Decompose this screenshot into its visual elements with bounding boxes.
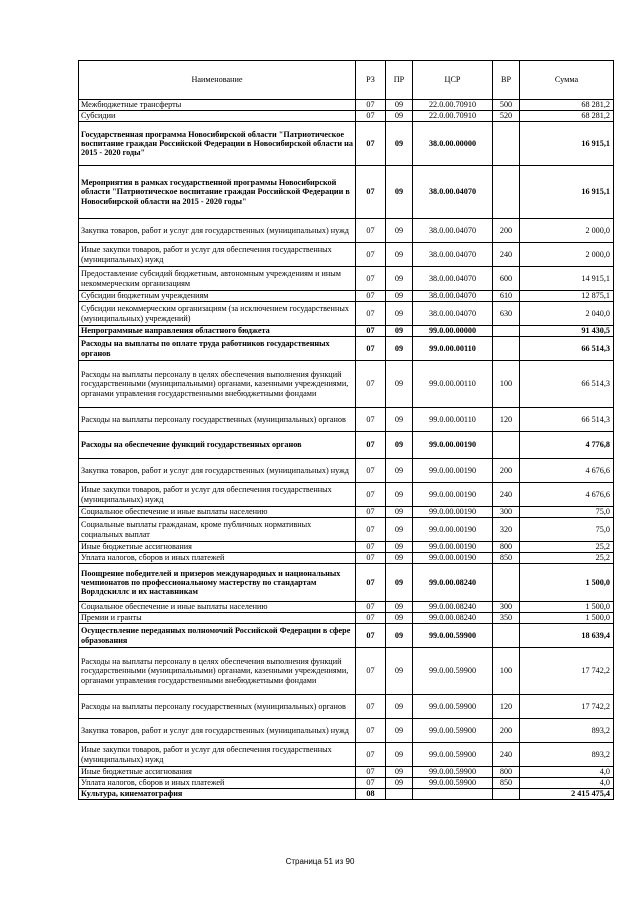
cell-pr: 09 [386,624,413,648]
cell-name: Уплата налогов, сборов и иных платежей [79,553,356,564]
cell-sum: 4,0 [520,767,614,778]
cell-vr [493,432,520,459]
cell-pr: 09 [386,648,413,695]
cell-csr: 99.0.00.00000 [413,326,493,337]
cell-rz: 07 [356,219,386,243]
cell-name: Осуществление переданных полномочий Российской Федерации в сфере образования [79,624,356,648]
cell-vr: 520 [493,111,520,122]
cell-rz: 07 [356,518,386,542]
table-row [79,326,614,337]
cell-sum: 14 915,1 [520,267,614,291]
cell-vr: 200 [493,719,520,743]
table-row [79,564,614,602]
table-row [79,243,614,267]
cell-pr: 09 [386,408,413,432]
cell-vr [493,789,520,800]
table-row [79,219,614,243]
header-csr: ЦСР [413,61,493,100]
cell-pr: 09 [386,767,413,778]
table-row [79,267,614,291]
cell-csr: 38.0.00.00000 [413,122,493,166]
table-row [79,361,614,408]
cell-csr: 99.0.00.08240 [413,564,493,602]
cell-pr: 09 [386,267,413,291]
cell-rz: 07 [356,564,386,602]
cell-csr: 22.0.00.70910 [413,100,493,111]
cell-name: Предоставление субсидий бюджетным, автономным учреждениям и иным некоммерческим организациям [79,267,356,291]
cell-sum: 12 875,1 [520,291,614,302]
cell-csr: 99.0.00.59900 [413,719,493,743]
cell-pr: 09 [386,553,413,564]
cell-sum: 68 281,2 [520,111,614,122]
cell-rz: 07 [356,613,386,624]
cell-name: Уплата налогов, сборов и иных платежей [79,778,356,789]
cell-sum: 1 500,0 [520,602,614,613]
cell-rz: 07 [356,337,386,361]
cell-name: Социальное обеспечение и иные выплаты населению [79,602,356,613]
cell-sum: 4 776,8 [520,432,614,459]
cell-name: Социальные выплаты гражданам, кроме публичных нормативных социальных выплат [79,518,356,542]
cell-name: Закупка товаров, работ и услуг для государственных (муниципальных) нужд [79,719,356,743]
cell-rz: 07 [356,100,386,111]
table-row [79,432,614,459]
page-number: Страница 51 из 90 [285,857,355,866]
cell-csr: 99.0.00.00110 [413,408,493,432]
cell-name: Расходы на выплаты персоналу в целях обеспечения выполнения функций государственными (муниципальными) органами, казенными учреждениями, органами управления государственными внебюджетными фондами [79,648,356,695]
cell-name: Иные бюджетные ассигнования [79,767,356,778]
table-row [79,778,614,789]
table-row [79,302,614,326]
cell-pr [386,789,413,800]
cell-vr [493,122,520,166]
cell-rz: 07 [356,483,386,507]
cell-csr: 99.0.00.00190 [413,483,493,507]
cell-sum: 16 915,1 [520,166,614,219]
cell-pr: 09 [386,459,413,483]
cell-vr: 500 [493,100,520,111]
cell-pr: 09 [386,743,413,767]
cell-sum: 17 742,2 [520,695,614,719]
cell-rz: 07 [356,743,386,767]
cell-pr: 09 [386,719,413,743]
table-row [79,291,614,302]
cell-rz: 07 [356,122,386,166]
cell-sum: 25,2 [520,553,614,564]
cell-vr: 240 [493,743,520,767]
cell-vr: 300 [493,602,520,613]
cell-name: Иные закупки товаров, работ и услуг для обеспечения государственных (муниципальных) нужд [79,243,356,267]
cell-pr: 09 [386,361,413,408]
cell-rz: 07 [356,459,386,483]
header-vr: ВР [493,61,520,100]
cell-sum: 68 281,2 [520,100,614,111]
cell-csr: 99.0.00.59900 [413,624,493,648]
cell-csr: 38.0.00.04070 [413,267,493,291]
cell-csr: 99.0.00.00190 [413,459,493,483]
cell-rz: 07 [356,432,386,459]
cell-rz: 07 [356,648,386,695]
cell-name: Иные бюджетные ассигнования [79,542,356,553]
cell-csr: 38.0.00.04070 [413,166,493,219]
cell-rz: 07 [356,542,386,553]
cell-sum: 4,0 [520,778,614,789]
cell-name: Субсидии [79,111,356,122]
cell-vr [493,624,520,648]
table-row [79,483,614,507]
cell-vr: 120 [493,408,520,432]
cell-rz: 07 [356,302,386,326]
cell-pr: 09 [386,291,413,302]
cell-name: Межбюджетные трансферты [79,100,356,111]
cell-name: Субсидии бюджетным учреждениям [79,291,356,302]
cell-csr: 99.0.00.00110 [413,361,493,408]
header-pr: ПР [386,61,413,100]
cell-name: Расходы на выплаты персоналу государственных (муниципальных) органов [79,695,356,719]
cell-pr: 09 [386,602,413,613]
cell-pr: 09 [386,564,413,602]
cell-csr: 99.0.00.00190 [413,518,493,542]
cell-rz: 07 [356,767,386,778]
cell-vr: 800 [493,767,520,778]
cell-vr: 320 [493,518,520,542]
cell-csr: 99.0.00.00110 [413,337,493,361]
cell-sum: 4 676,6 [520,483,614,507]
table-row [79,624,614,648]
cell-pr: 09 [386,507,413,518]
cell-name: Расходы на выплаты персоналу государственных (муниципальных) органов [79,408,356,432]
cell-pr: 09 [386,166,413,219]
cell-csr: 38.0.00.04070 [413,243,493,267]
cell-csr [413,789,493,800]
cell-name: Закупка товаров, работ и услуг для государственных (муниципальных) нужд [79,459,356,483]
cell-sum: 66 514,3 [520,408,614,432]
header-sum: Сумма [520,61,614,100]
cell-sum: 17 742,2 [520,648,614,695]
cell-name: Иные закупки товаров, работ и услуг для обеспечения государственных (муниципальных) нужд [79,483,356,507]
cell-csr: 99.0.00.59900 [413,767,493,778]
cell-rz: 07 [356,602,386,613]
cell-name: Социальное обеспечение и иные выплаты населению [79,507,356,518]
cell-name: Государственная программа Новосибирской области "Патриотическое воспитание граждан Российской Федерации в Новосибирской области на 2015 - 2020 годы" [79,122,356,166]
cell-vr: 100 [493,648,520,695]
cell-csr: 99.0.00.08240 [413,602,493,613]
document-page [78,60,613,800]
table-row [79,166,614,219]
cell-sum: 66 514,3 [520,361,614,408]
cell-rz: 07 [356,267,386,291]
cell-rz: 07 [356,408,386,432]
cell-pr: 09 [386,219,413,243]
cell-csr: 38.0.00.04070 [413,302,493,326]
header-rz: РЗ [356,61,386,100]
cell-vr: 610 [493,291,520,302]
cell-vr: 630 [493,302,520,326]
cell-vr: 100 [493,361,520,408]
cell-vr: 200 [493,219,520,243]
cell-vr: 850 [493,778,520,789]
cell-pr: 09 [386,100,413,111]
table-row [79,789,614,800]
cell-pr: 09 [386,302,413,326]
cell-vr: 350 [493,613,520,624]
cell-sum: 25,2 [520,542,614,553]
cell-name: Поощрение победителей и призеров международных и национальных чемпионатов по профессиональному мастерству по стандартам Ворлдскиллс и их наставникам [79,564,356,602]
cell-sum: 2 000,0 [520,243,614,267]
cell-csr: 99.0.00.00190 [413,432,493,459]
cell-vr: 240 [493,243,520,267]
cell-csr: 22.0.00.70910 [413,111,493,122]
cell-rz: 07 [356,243,386,267]
cell-vr [493,166,520,219]
cell-vr: 800 [493,542,520,553]
cell-name: Закупка товаров, работ и услуг для государственных (муниципальных) нужд [79,219,356,243]
cell-csr: 99.0.00.00190 [413,542,493,553]
table-row [79,408,614,432]
cell-sum: 2 040,0 [520,302,614,326]
cell-csr: 99.0.00.59900 [413,778,493,789]
table-row [79,518,614,542]
cell-rz: 07 [356,507,386,518]
cell-sum: 75,0 [520,507,614,518]
cell-sum: 893,2 [520,743,614,767]
cell-rz: 07 [356,111,386,122]
cell-sum: 2 000,0 [520,219,614,243]
table-row [79,767,614,778]
table-row [79,553,614,564]
cell-sum: 75,0 [520,518,614,542]
table-body [79,100,614,800]
cell-pr: 09 [386,243,413,267]
cell-name: Расходы на обеспечение функций государственных органов [79,432,356,459]
cell-rz: 07 [356,166,386,219]
cell-rz: 07 [356,624,386,648]
cell-name: Непрограммные направления областного бюджета [79,326,356,337]
cell-rz: 08 [356,789,386,800]
cell-vr: 850 [493,553,520,564]
cell-rz: 07 [356,291,386,302]
budget-table [78,60,614,800]
cell-pr: 09 [386,326,413,337]
table-row [79,602,614,613]
cell-pr: 09 [386,122,413,166]
cell-pr: 09 [386,542,413,553]
cell-sum: 66 514,3 [520,337,614,361]
cell-rz: 07 [356,361,386,408]
cell-csr: 99.0.00.59900 [413,743,493,767]
cell-csr: 99.0.00.00190 [413,507,493,518]
cell-pr: 09 [386,695,413,719]
cell-csr: 99.0.00.00190 [413,553,493,564]
cell-pr: 09 [386,111,413,122]
cell-csr: 99.0.00.08240 [413,613,493,624]
cell-vr: 120 [493,695,520,719]
cell-vr: 600 [493,267,520,291]
cell-rz: 07 [356,719,386,743]
cell-name: Иные закупки товаров, работ и услуг для обеспечения государственных (муниципальных) нужд [79,743,356,767]
table-row [79,507,614,518]
cell-rz: 07 [356,778,386,789]
table-row [79,613,614,624]
cell-vr [493,564,520,602]
cell-csr: 38.0.00.04070 [413,291,493,302]
cell-vr [493,326,520,337]
cell-sum: 91 430,5 [520,326,614,337]
cell-name: Расходы на выплаты по оплате труда работников государственных органов [79,337,356,361]
cell-pr: 09 [386,778,413,789]
cell-sum: 4 676,6 [520,459,614,483]
cell-csr: 38.0.00.04070 [413,219,493,243]
table-row [79,111,614,122]
cell-rz: 07 [356,553,386,564]
cell-pr: 09 [386,337,413,361]
cell-rz: 07 [356,326,386,337]
cell-sum: 16 915,1 [520,122,614,166]
cell-name: Культура, кинематография [79,789,356,800]
table-row [79,743,614,767]
table-row [79,648,614,695]
table-row [79,100,614,111]
cell-sum: 18 639,4 [520,624,614,648]
table-row [79,122,614,166]
cell-name: Расходы на выплаты персоналу в целях обеспечения выполнения функций государственными (муниципальными) органами, казенными учреждениями, органами управления государственными внебюджетными фондами [79,361,356,408]
cell-vr: 300 [493,507,520,518]
table-row [79,719,614,743]
table-row [79,695,614,719]
cell-sum: 2 415 475,4 [520,789,614,800]
table-row [79,459,614,483]
cell-pr: 09 [386,613,413,624]
cell-name: Субсидии некоммерческим организациям (за исключением государственных (муниципальных) учреждений) [79,302,356,326]
cell-pr: 09 [386,483,413,507]
header-name: Наименование [79,61,356,100]
cell-sum: 1 500,0 [520,613,614,624]
cell-rz: 07 [356,695,386,719]
cell-sum: 893,2 [520,719,614,743]
cell-vr [493,337,520,361]
cell-pr: 09 [386,518,413,542]
cell-vr: 240 [493,483,520,507]
cell-name: Мероприятия в рамках государственной программы Новосибирской области "Патриотическое воспитание граждан Российской Федерации в Новосибирской области на 2015 - 2020 годы" [79,166,356,219]
table-header-row [79,61,614,100]
cell-csr: 99.0.00.59900 [413,695,493,719]
cell-name: Премии и гранты [79,613,356,624]
cell-csr: 99.0.00.59900 [413,648,493,695]
table-row [79,542,614,553]
cell-vr: 200 [493,459,520,483]
cell-pr: 09 [386,432,413,459]
table-row [79,337,614,361]
cell-sum: 1 500,0 [520,564,614,602]
